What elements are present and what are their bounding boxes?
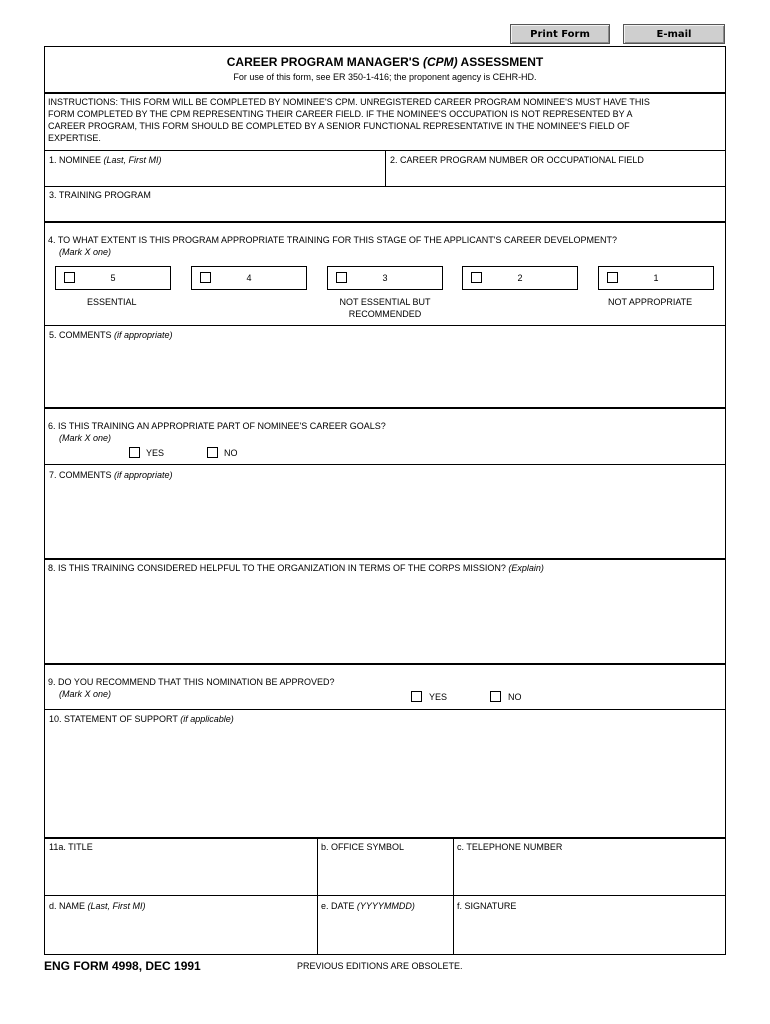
training-program-input[interactable] — [46, 203, 724, 219]
rating-3-label: 3 — [382, 273, 388, 283]
office-symbol-label: b. OFFICE SYMBOL — [321, 842, 405, 852]
rating-option-5[interactable] — [55, 266, 171, 290]
career-goals-no-checkbox[interactable] — [207, 447, 218, 458]
career-goals-yes-checkbox[interactable] — [129, 447, 140, 458]
career-goals-yes-label: YES — [146, 448, 165, 458]
instructions-line-1: INSTRUCTIONS: THIS FORM WILL BE COMPLETED BY NOMINEE'S CPM. UNREGISTERED CAREER PROGRAM NOMINEE'S MUST HAVE THIS — [48, 97, 650, 107]
divider — [44, 558, 726, 560]
name-label: d. NAME (Last, First MI) — [49, 901, 146, 911]
recommend-yes-label: YES — [429, 692, 448, 702]
comments-7-input[interactable] — [46, 483, 724, 556]
mark-x-one-hint: (Mark X one) — [59, 247, 112, 257]
scale-recommended-label-2: RECOMMENDED — [348, 309, 422, 319]
divider — [44, 92, 726, 94]
mark-x-one-hint: (Mark X one) — [59, 689, 112, 699]
print-form-button[interactable]: Print Form — [510, 24, 610, 44]
obsolete-notice: PREVIOUS EDITIONS ARE OBSOLETE. — [297, 961, 463, 971]
scale-not-appropriate-label: NOT APPROPRIATE — [608, 297, 693, 307]
signature-field[interactable] — [456, 914, 724, 952]
rating-option-3[interactable] — [327, 266, 443, 290]
comments-7-label: 7. COMMENTS (if appropriate) — [49, 470, 173, 480]
instructions-line-2: FORM COMPLETED BY THE CPM REPRESENTING THEIR CAREER FIELD. IF THE NOMINEE'S OCCUPATION IS NOT REPRESENTED BY A — [48, 109, 633, 119]
nominee-label: 1. NOMINEE (Last, First MI) — [49, 155, 162, 165]
recommend-no-checkbox[interactable] — [490, 691, 501, 702]
divider — [44, 325, 726, 326]
title-label: 11a. TITLE — [49, 842, 93, 852]
name-input[interactable] — [46, 914, 314, 952]
rating-2-label: 2 — [517, 273, 523, 283]
telephone-input[interactable] — [456, 855, 724, 893]
divider — [385, 150, 386, 186]
recommend-question: 9. DO YOU RECOMMEND THAT THIS NOMINATION BE APPROVED? — [48, 677, 335, 687]
office-symbol-input[interactable] — [320, 855, 450, 893]
signature-label: f. SIGNATURE — [457, 901, 517, 911]
mark-x-one-hint: (Mark X one) — [59, 433, 112, 443]
rating-option-4[interactable] — [191, 266, 307, 290]
rating-4-label: 4 — [246, 273, 252, 283]
statement-of-support-label: 10. STATEMENT OF SUPPORT (if applicable) — [49, 714, 234, 724]
divider — [44, 895, 726, 896]
divider — [44, 407, 726, 409]
divider — [317, 837, 318, 955]
extent-question: 4. TO WHAT EXTENT IS THIS PROGRAM APPROPRIATE TRAINING FOR THIS STAGE OF THE APPLICANT'S CAREER DEVELOPMENT? — [48, 235, 617, 245]
title-input[interactable] — [46, 855, 314, 893]
comments-5-label: 5. COMMENTS (if appropriate) — [49, 330, 173, 340]
email-button[interactable]: E-mail — [623, 24, 725, 44]
recommend-no-label: NO — [508, 692, 522, 702]
form-id: ENG FORM 4998, DEC 1991 — [44, 959, 201, 973]
scale-essential-label: ESSENTIAL — [87, 297, 137, 307]
rating-option-1[interactable] — [598, 266, 714, 290]
divider — [44, 221, 726, 223]
rating-5-label: 5 — [110, 273, 116, 283]
form-subtitle: For use of this form, see ER 350-1-416; the proponent agency is CEHR-HD. — [233, 72, 537, 82]
statement-of-support-input[interactable] — [46, 727, 724, 835]
scale-recommended-label-1: NOT ESSENTIAL BUT — [339, 297, 431, 307]
date-input[interactable] — [320, 914, 450, 952]
rating-1-label: 1 — [653, 273, 659, 283]
divider — [44, 837, 726, 839]
instructions-line-4: EXPERTISE. — [48, 133, 101, 143]
form-title: CAREER PROGRAM MANAGER'S (CPM) ASSESSMENT — [226, 55, 544, 69]
rating-option-2[interactable] — [462, 266, 578, 290]
career-program-input[interactable] — [388, 167, 724, 185]
divider — [44, 186, 726, 187]
telephone-label: c. TELEPHONE NUMBER — [457, 842, 563, 852]
divider — [44, 709, 726, 710]
recommend-yes-checkbox[interactable] — [411, 691, 422, 702]
career-goals-question: 6. IS THIS TRAINING AN APPROPRIATE PART OF NOMINEE'S CAREER GOALS? — [48, 421, 386, 431]
date-label: e. DATE (YYYYMMDD) — [321, 901, 415, 911]
divider — [44, 464, 726, 465]
career-program-label: 2. CAREER PROGRAM NUMBER OR OCCUPATIONAL FIELD — [390, 155, 644, 165]
divider — [44, 663, 726, 665]
corps-mission-input[interactable] — [46, 576, 724, 660]
career-goals-no-label: NO — [224, 448, 238, 458]
instructions-line-3: CAREER PROGRAM, THIS FORM SHOULD BE COMPLETED BY A SENIOR FUNCTIONAL REPRESENTATIVE IN THE NOMINEE'S FIELD OF — [48, 121, 630, 131]
training-program-label: 3. TRAINING PROGRAM — [49, 190, 151, 200]
comments-5-input[interactable] — [46, 343, 724, 405]
corps-mission-question: 8. IS THIS TRAINING CONSIDERED HELPFUL TO THE ORGANIZATION IN TERMS OF THE CORPS MISSION? (Explain) — [48, 563, 544, 573]
nominee-input[interactable] — [46, 167, 382, 185]
divider — [453, 837, 454, 955]
